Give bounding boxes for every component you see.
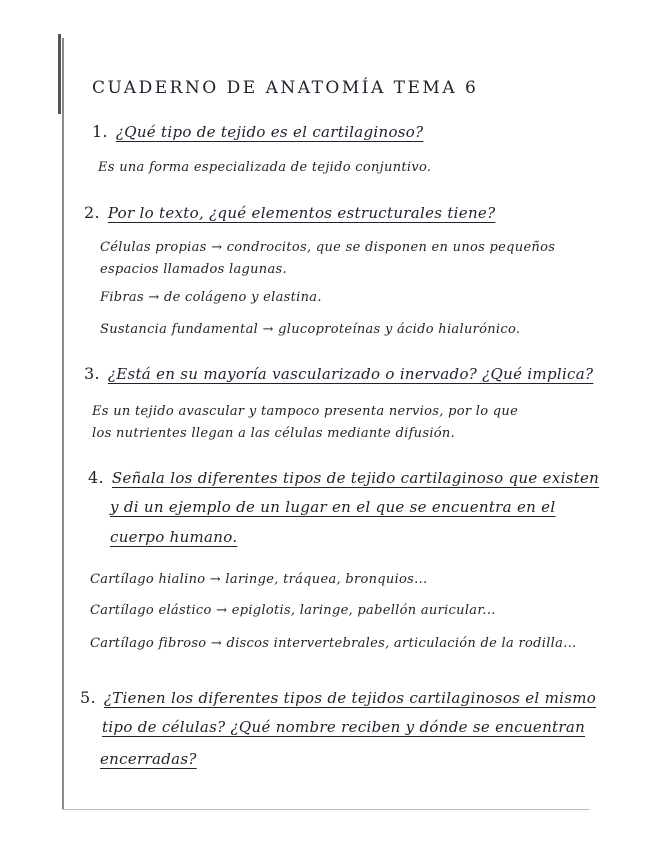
answer-1: Es una forma especializada de tejido conjuntivo. xyxy=(98,160,432,175)
answer-4-line-1: Cartílago hialino → laringe, tráquea, bronquios... xyxy=(90,572,428,587)
question-4-line-2: y di un ejemplo de un lugar en el que se encuentra en el xyxy=(110,498,556,516)
question-number: 1. xyxy=(92,122,108,141)
answer-2-line-1: Células propias → condrocitos, que se disponen en unos pequeños xyxy=(100,240,556,255)
question-number: 4. xyxy=(88,468,104,487)
question-number: 2. xyxy=(84,203,100,222)
question-3 xyxy=(84,364,593,383)
question-text: ¿Está en su mayoría vascularizado o inervado? ¿Qué implica? xyxy=(107,365,594,383)
question-1 xyxy=(92,122,423,141)
answer-3-line-2: los nutrientes llegan a las células mediante difusión. xyxy=(92,426,456,441)
question-5-line-2: tipo de células? ¿Qué nombre reciben y dónde se encuentran xyxy=(102,718,586,736)
answer-3-line-1: Es un tejido avascular y tampoco presenta nervios, por lo que xyxy=(92,404,519,419)
page-edge-shadow xyxy=(58,34,61,114)
question-5 xyxy=(80,688,596,707)
answer-2-line-4: Sustancia fundamental → glucoproteínas y ácido hialurónico. xyxy=(100,322,521,337)
answer-4-line-3: Cartílago fibroso → discos intervertebrales, articulación de la rodilla... xyxy=(90,636,577,651)
answer-4-line-2: Cartílago elástico → epiglotis, laringe, pabellón auricular... xyxy=(90,603,496,618)
question-4 xyxy=(88,468,599,487)
question-number: 5. xyxy=(80,688,96,707)
page-bottom-border xyxy=(62,809,590,810)
question-2 xyxy=(84,203,495,222)
question-text: Por lo texto, ¿qué elementos estructurales tiene? xyxy=(107,204,496,222)
page-title: CUADERNO DE ANATOMÍA TEMA 6 xyxy=(92,78,479,98)
question-number: 3. xyxy=(84,364,100,383)
question-5-line-3: encerradas? xyxy=(100,750,197,768)
answer-2-line-3: Fibras → de colágeno y elastina. xyxy=(100,290,322,305)
question-4-line-3: cuerpo humano. xyxy=(110,528,238,546)
answer-2-line-2: espacios llamados lagunas. xyxy=(100,262,287,277)
question-text: ¿Qué tipo de tejido es el cartilaginoso? xyxy=(115,123,424,141)
question-text: ¿Tienen los diferentes tipos de tejidos cartilaginosos el mismo xyxy=(103,689,597,707)
question-text: Señala los diferentes tipos de tejido cartilaginoso que existen xyxy=(111,469,600,487)
